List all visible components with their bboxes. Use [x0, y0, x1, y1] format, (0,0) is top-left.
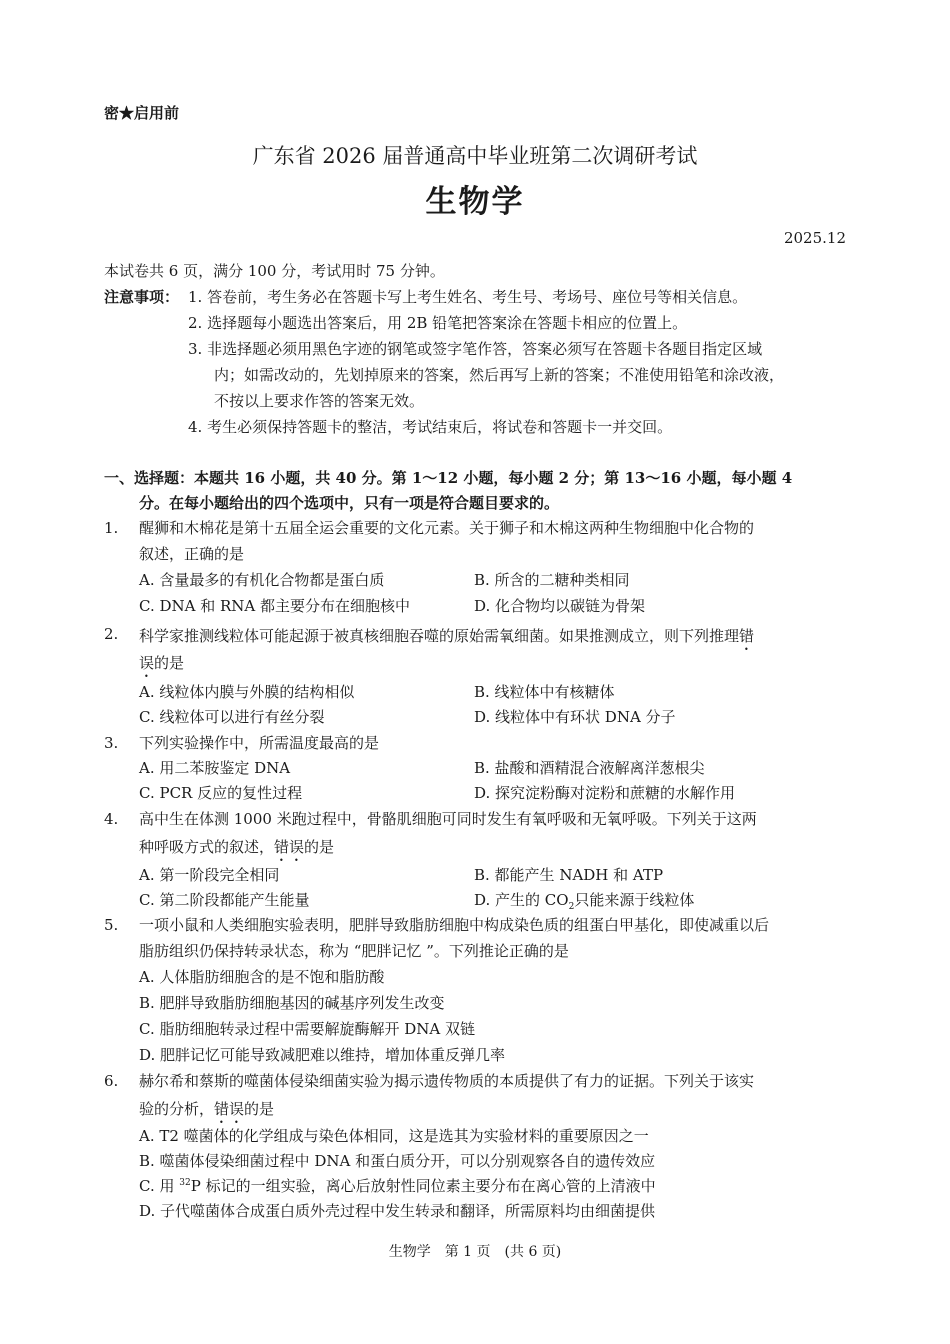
- option-c: C. PCR 反应的复性过程: [139, 784, 303, 802]
- exam-date: 2025.12: [783, 229, 846, 247]
- option-b: B. 线粒体中有核糖体: [474, 683, 615, 701]
- emphasis-text: 错误: [214, 1100, 245, 1118]
- note-item-3-cont1: 内；如需改动的，先划掉原来的答案，然后再写上新的答案；不准使用铅笔和涂改液，: [214, 366, 785, 384]
- secret-mark: 密★启用前: [104, 104, 180, 122]
- note-item-2: 2. 选择题每小题选出答案后，用 2B 铅笔把答案涂在答题卡相应的位置上。: [188, 314, 688, 332]
- question-number: 5.: [104, 916, 119, 934]
- question-4-stem-line2: 种呼吸方式的叙述，错误的是: [139, 838, 335, 856]
- option-b: B. 所含的二糖种类相同: [474, 571, 630, 589]
- option-a: A. 含量最多的有机化合物都是蛋白质: [139, 571, 385, 589]
- option-c: C. 第二阶段都能产生能量: [139, 891, 310, 909]
- option-b: B. 盐酸和酒精混合液解离洋葱根尖: [474, 759, 705, 777]
- question-number: 3.: [104, 734, 119, 752]
- exam-title: 广东省 2026 届普通高中毕业班第二次调研考试: [252, 144, 698, 168]
- question-number: 1.: [104, 519, 119, 537]
- question-number: 4.: [104, 810, 119, 828]
- note-item-1: 1. 答卷前，考生务必在答题卡写上考生姓名、考生号、考场号、座位号等相关信息。: [188, 288, 748, 306]
- notes-label: 注意事项：: [104, 288, 180, 306]
- page-footer: 生物学 第 1 页 (共 6 页): [388, 1244, 562, 1260]
- question-1-stem-line1: 醒狮和木棉花是第十五届全运会重要的文化元素。关于狮子和木棉这两种生物细胞中化合物的: [139, 519, 755, 537]
- emphasis-text: 错误: [274, 838, 305, 856]
- option-c: C. 脂肪细胞转录过程中需要解旋酶解开 DNA 双链: [139, 1020, 476, 1038]
- question-4-stem-line1: 高中生在体测 1000 米跑过程中，骨骼肌细胞可同时发生有氧呼吸和无氧呼吸。下列关于这两: [139, 810, 757, 828]
- option-d: D. 子代噬菌体合成蛋白质外壳过程中发生转录和翻译，所需原料均由细菌提供: [139, 1202, 656, 1220]
- emphasis-text: 误: [139, 654, 155, 672]
- question-2-stem-line2: 误的是: [139, 654, 185, 672]
- note-item-3: 3. 非选择题必须用黑色字迹的钢笔或签字笔作答，答案必须写在答题卡各题目指定区域: [188, 340, 763, 358]
- option-c: C. 用 $^{32}$P 标记的一组实验，离心后放射性同位素主要分布在离心管的上清液中: [139, 1177, 656, 1195]
- option-d: D. 线粒体中有环状 DNA 分子: [474, 708, 676, 726]
- intro-text: 本试卷共 6 页，满分 100 分，考试用时 75 分钟。: [104, 262, 445, 280]
- option-a: A. 第一阶段完全相同: [139, 866, 280, 884]
- option-a: A. 线粒体内膜与外膜的结构相似: [139, 683, 355, 701]
- section-heading-line1: 一、选择题：本题共 16 小题，共 40 分。第 1～12 小题，每小题 2 分；第 13～16 小题，每小题 4: [104, 469, 793, 487]
- question-number: 6.: [104, 1072, 119, 1090]
- option-c: C. DNA 和 RNA 都主要分布在细胞核中: [139, 597, 411, 615]
- option-b: B. 都能产生 NADH 和 ATP: [474, 866, 664, 884]
- option-b: B. 肥胖导致脂肪细胞基因的碱基序列发生改变: [139, 994, 445, 1012]
- subject-title: 生物学: [425, 184, 525, 220]
- option-c: C. 线粒体可以进行有丝分裂: [139, 708, 325, 726]
- note-item-3-cont2: 不按以上要求作答的答案无效。: [214, 392, 425, 410]
- option-d: D. 探究淀粉酶对淀粉和蔗糖的水解作用: [474, 784, 736, 802]
- option-a: A. 人体脂肪细胞含的是不饱和脂肪酸: [139, 968, 385, 986]
- option-a: A. T2 噬菌体的化学组成与染色体相同，这是选其为实验材料的重要原因之一: [139, 1127, 649, 1145]
- question-1-stem-line2: 叙述，正确的是: [139, 545, 245, 563]
- question-2-stem-line1: 科学家推测线粒体可能起源于被真核细胞吞噬的原始需氧细菌。如果推测成立，则下列推理错: [139, 627, 755, 645]
- option-d: D. 肥胖记忆可能导致减肥难以维持，增加体重反弹几率: [139, 1046, 506, 1064]
- question-5-stem-line2: 脂肪组织仍保持转录状态，称为 “肥胖记忆 ”。下列推论正确的是: [139, 942, 569, 960]
- question-3-stem: 下列实验操作中，所需温度最高的是: [139, 734, 380, 752]
- question-6-stem-line2: 验的分析，错误的是: [139, 1100, 275, 1118]
- question-6-stem-line1: 赫尔希和蔡斯的噬菌体侵染细菌实验为揭示遗传物质的本质提供了有力的证据。下列关于该实: [139, 1072, 755, 1090]
- emphasis-text: 错: [739, 627, 755, 645]
- section-heading-line2: 分。在每小题给出的四个选项中，只有一项是符合题目要求的。: [139, 494, 560, 512]
- option-d: D. 化合物均以碳链为骨架: [474, 597, 646, 615]
- question-number: 2.: [104, 625, 119, 643]
- note-item-4: 4. 考生必须保持答题卡的整洁，考试结束后，将试卷和答题卡一并交回。: [188, 418, 673, 436]
- question-5-stem-line1: 一项小鼠和人类细胞实验表明，肥胖导致脂肪细胞中构成染色质的组蛋白甲基化，即使减重以后: [139, 916, 770, 934]
- option-d: D. 产生的 $CO_2$只能来源于线粒体: [474, 891, 695, 912]
- option-b: B. 噬菌体侵染细菌过程中 DNA 和蛋白质分开，可以分别观察各自的遗传效应: [139, 1152, 656, 1170]
- option-a: A. 用二苯胺鉴定 DNA: [139, 759, 291, 777]
